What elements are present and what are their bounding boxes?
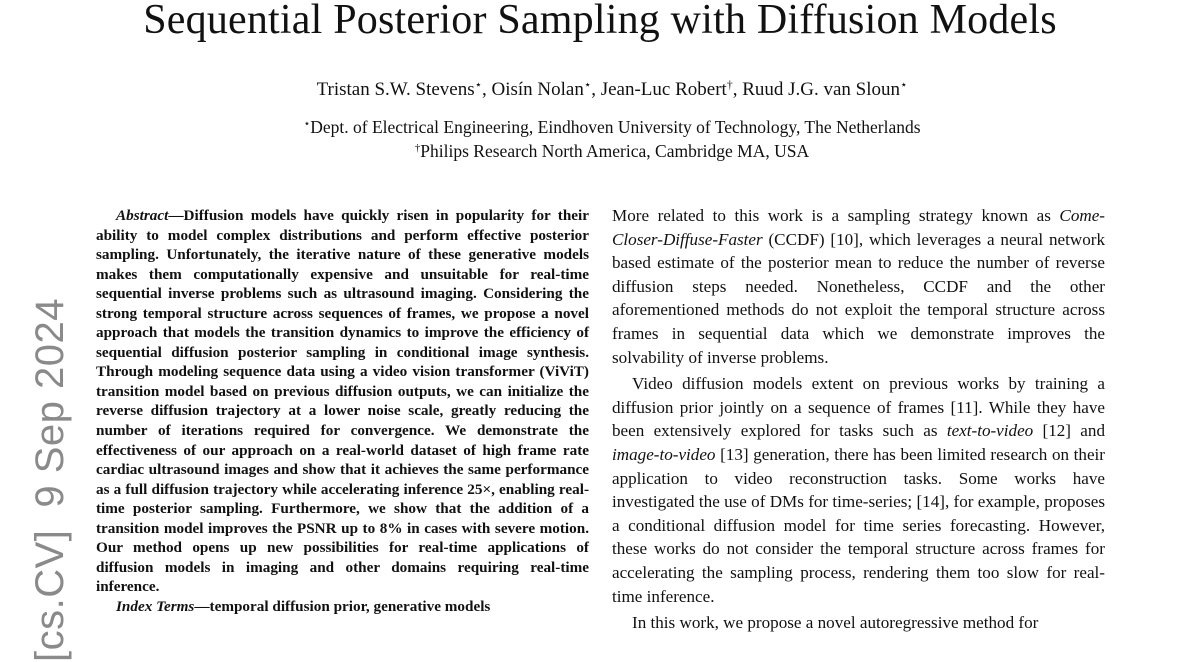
index-terms-label: Index Terms xyxy=(116,597,195,615)
abstract-paragraph xyxy=(96,206,589,597)
abstract-dash: — xyxy=(168,207,184,224)
body-text: More related to this work is a sampling strategy known as xyxy=(612,206,1060,225)
author-list xyxy=(0,78,1200,102)
affiliation-mark: † xyxy=(726,78,733,92)
author-name: Tristan S.W. Stevens xyxy=(316,79,475,100)
affiliation-line xyxy=(0,116,1200,138)
author-name: Oisín Nolan xyxy=(491,79,584,100)
author-separator: , xyxy=(732,79,743,100)
affiliation-text: Philips Research North America, Cambridge MA, USA xyxy=(420,141,810,161)
affiliation-mark: ⋆ xyxy=(474,78,482,92)
body-paragraph xyxy=(612,204,1105,369)
abstract-text: Diffusion models have quickly risen in popularity for their ability to model complex distributions and perform effective posterior sampling. Unfortunately, the iterative nature of these generative models makes them computationally expensive and unsuitable for real-time sequential inverse problems such as ultrasound imaging. Considering the strong temporal structure across sequences of frames, we propose a novel approach that models the transition dynamics to improve the efficiency of sequential diffusion posterior sampling in conditional image synthesis. Through modeling sequence data using a video vision transformer (ViViT) transition model based on previous diffusion outputs, we can initialize the reverse diffusion trajectory at a lower noise scale, greatly reducing the number of iterations required for convergence. We demonstrate the effectiveness of our approach on a real-world dataset of high frame rate cardiac ultrasound images and show that it achieves the same performance as a full diffusion trajectory while accelerating inference 25×, enabling real-time posterior sampling. Furthermore, we show that the addition of a transition model improves the PSNR up to 8% in cases with severe motion. Our method opens up new possibilities for real-time applications of diffusion models in imaging and other domains requiring real-time inference. xyxy=(96,207,589,596)
emphasized-term: text-to-video xyxy=(946,421,1034,441)
index-terms-dash: — xyxy=(194,597,210,615)
body-text: (CCDF) [10], which leverages a neural network based estimate of the posterior mean to reduce the number of reverse diffusion steps needed. Nonetheless, CCDF and the other aforementioned methods do not exploit the temporal structure across frames in sequential data which we demonstrate improves the solvability of inverse problems. xyxy=(612,229,1105,367)
author-separator: , xyxy=(591,79,601,100)
body-paragraph xyxy=(612,372,1105,608)
arxiv-date: 9 Sep 2024 xyxy=(28,297,72,508)
body-text: [13] generation, there has been limited research on their application to video reconstruction tasks. Some works have investigated the use of DMs for time-series; [14], for example, proposes a conditional diffusion model for time series forecasting. However, these works do not consider the temporal structure across frames for accelerating the sampling process, rendering them too slow for real-time inference. xyxy=(612,444,1105,606)
emphasized-term: Come-Closer-Diffuse-Faster xyxy=(612,206,1105,249)
affiliation-mark: † xyxy=(414,142,421,155)
abstract xyxy=(96,206,589,616)
arxiv-stamp-text xyxy=(28,298,72,662)
arxiv-category: [cs.CV] xyxy=(28,529,72,662)
body-text: In this work, we propose a novel autoregressive method for xyxy=(632,613,1039,633)
body-paragraph xyxy=(612,611,1105,635)
affiliation-line xyxy=(0,140,1200,162)
body-text: [12] and xyxy=(1033,421,1105,441)
index-terms xyxy=(96,597,589,617)
abstract-label: Abstract xyxy=(116,207,169,224)
author-name: Ruud J.G. van Sloun xyxy=(742,79,901,100)
body-text: Video diffusion models extent on previous works by training a diffusion prior jointly on a sequence of frames [11]. While they have been extensively explored for tasks such as xyxy=(612,374,1105,441)
affiliation-text: Dept. of Electrical Engineering, Eindhoven University of Technology, The Netherlands xyxy=(310,117,921,137)
right-column xyxy=(612,204,1105,635)
emphasized-term: image-to-video xyxy=(612,444,716,464)
affiliation-mark: ⋆ xyxy=(583,78,592,92)
affiliation-mark: ⋆ xyxy=(900,78,908,92)
index-terms-text: temporal diffusion prior, generative models xyxy=(209,597,491,615)
author-name: Jean-Luc Robert xyxy=(600,79,727,100)
paper-title: Sequential Posterior Sampling with Diffusion Models xyxy=(143,0,1057,43)
affiliation-mark: ⋆ xyxy=(303,118,311,131)
author-separator: , xyxy=(481,79,492,100)
